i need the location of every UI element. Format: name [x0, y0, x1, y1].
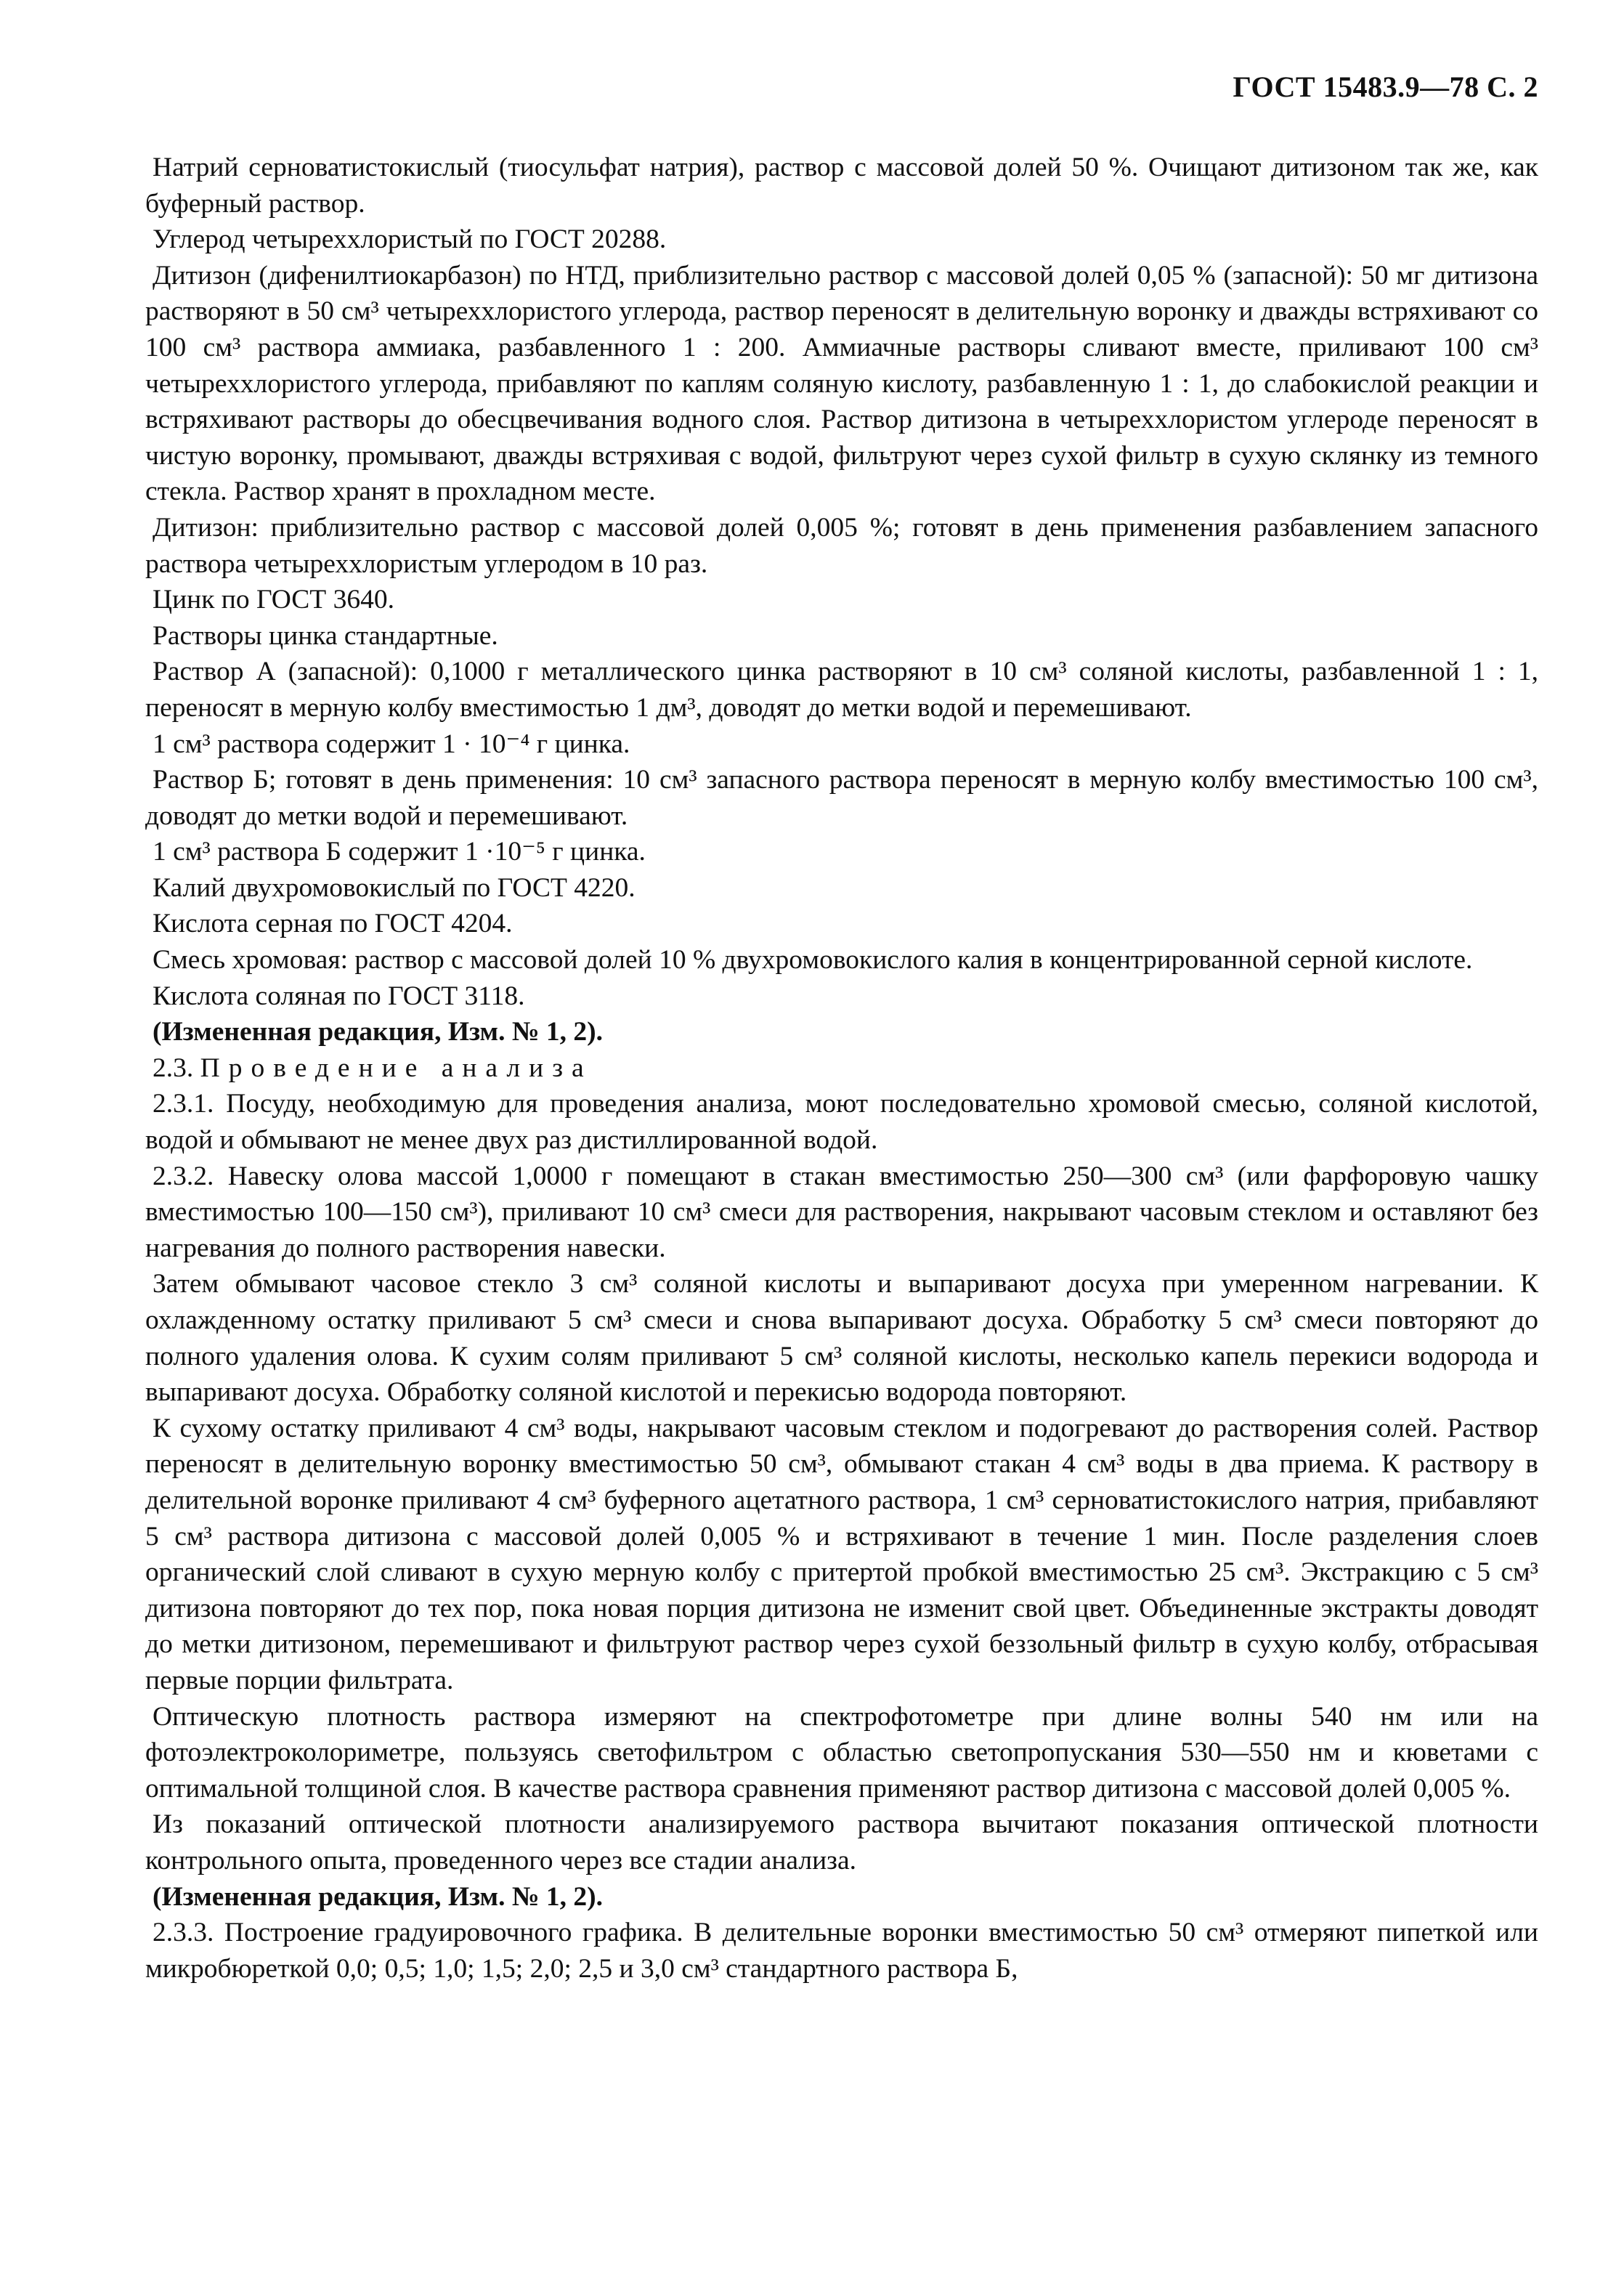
paragraph: Смесь хромовая: раствор с массовой долей 10 % двухромовокислого калия в концентрированной серной кислоте.: [153, 945, 1473, 976]
paragraph: Дитизон (дифенилтиокарбазон) по НТД, приблизительно раствор с массовой долей 0,05 % (запасной): 50 мг дитизона растворяют в 50 см³ четыреххлористого углерода, раствор переносят в делительную воронку и дважды встряхивают со 100 см³ раствора аммиака, разбавленного 1 : 200. Аммиачные растворы сливают вместе, приливают 100 см³ четыреххлористого углерода, прибавляют по каплям соляную кислоту, разбавленную 1 : 1, до слабокислой реакции и встряхивают растворы до обесцвечивания водного слоя. Раствор дитизона в четыреххлористом углероде переносят в чистую воронку, промывают, дважды встряхивая с водой, фильтруют через сухой фильтр в сухую склянку из темного стекла. Раствор хранят в прохладном месте.: [145, 260, 1538, 507]
document-body: [145, 150, 1538, 1987]
paragraph: 2.3.1. Посуду, необходимую для проведения анализа, моют последовательно хромовой смесью, соляной кислотой, водой и обмывают не менее двух раз дистиллированной водой.: [145, 1089, 1538, 1156]
section-title: Проведение анализа: [200, 1053, 593, 1083]
paragraph: К сухому остатку приливают 4 см³ воды, накрывают часовым стеклом и подогревают до растворения солей. Раствор переносят в делительную воронку вместимостью 50 см³, обмывают стакан 4 см³ воды в два приема. К раствору в делительной воронке приливают 4 см³ буферного ацетатного раствора, 1 см³ серноватистокислого натрия, прибавляют 5 см³ раствора дитизона с массовой долей 0,005 % и встряхивают в течение 1 мин. После разделения слоев органический слой сливают в сухую мерную колбу с притертой пробкой вместимостью 25 см³. Экстракцию с 5 см³ дитизона повторяют до тех пор, пока новая порция дитизона не изменит свой цвет. Объединенные экстракты доводят до метки дитизоном, перемешивают и фильтруют раствор через сухой беззольный фильтр в сухую колбу, отбрасывая первые порции фильтрата.: [145, 1413, 1538, 1695]
section-heading: [145, 1050, 1538, 1087]
paragraph: 2.3.2. Навеску олова массой 1,0000 г помещают в стакан вместимостью 250—300 см³ (или фарфоровую чашку вместимостью 100—150 см³), приливают 10 см³ смеси для растворения, накрывают часовым стеклом и оставляют без нагревания до полного растворения навески.: [145, 1161, 1538, 1263]
paragraph: Кислота соляная по ГОСТ 3118.: [153, 981, 525, 1011]
paragraph: 1 см³ раствора содержит 1 · 10⁻⁴ г цинка.: [153, 729, 630, 759]
paragraph: Углерод четыреххлористый по ГОСТ 20288.: [153, 224, 667, 255]
paragraph: Оптическую плотность раствора измеряют на спектрофотометре при длине волны 540 нм или на фотоэлектроколориметре, пользуясь светофильтром с областью светопропускания 530—550 нм и кюветами с оптимальной толщиной слоя. В качестве раствора сравнения применяют раствор дитизона с массовой долей 0,005 %.: [145, 1701, 1538, 1804]
paragraph: 2.3.3. Построение градуировочного графика. В делительные воронки вместимостью 50 см³ отмеряют пипеткой или микробюреткой 0,0; 0,5; 1,0; 1,5; 2,0; 2,5 и 3,0 см³ стандартного раствора Б,: [145, 1918, 1538, 1984]
paragraph: 1 см³ раствора Б содержит 1 ·10⁻⁵ г цинка.: [153, 837, 646, 867]
paragraph: Из показаний оптической плотности анализируемого раствора вычитают показания оптической плотности контрольного опыта, проведенного через все стадии анализа.: [145, 1809, 1538, 1875]
section-number: 2.3.: [153, 1053, 194, 1083]
paragraph: Кислота серная по ГОСТ 4204.: [153, 909, 513, 939]
page-header: ГОСТ 15483.9—78 С. 2: [1233, 70, 1538, 103]
paragraph: Натрий серноватистокислый (тиосульфат натрия), раствор с массовой долей 50 %. Очищают дитизоном так же, как буферный раствор.: [145, 153, 1538, 219]
paragraph: Растворы цинка стандартные.: [153, 620, 498, 651]
paragraph: Раствор Б; готовят в день применения: 10 см³ запасного раствора переносят в мерную колбу вместимостью 100 см³, доводят до метки водой и перемешивают.: [145, 765, 1538, 831]
amendment-note: (Измененная редакция, Изм. № 1, 2).: [153, 1017, 604, 1047]
paragraph: Калий двухромовокислый по ГОСТ 4220.: [153, 872, 636, 903]
amendment-note: (Измененная редакция, Изм. № 1, 2).: [153, 1881, 604, 1912]
paragraph: Затем обмывают часовое стекло 3 см³ соляной кислоты и выпаривают досуха при умеренном нагревании. К охлажденному остатку приливают 5 см³ смеси и снова выпаривают досуха. Обработку 5 см³ смеси повторяют до полного удаления олова. К сухим солям приливают 5 см³ соляной кислоты, несколько капель перекиси водорода и выпаривают досуха. Обработку соляной кислотой и перекисью водорода повторяют.: [145, 1269, 1538, 1408]
paragraph: Раствор А (запасной): 0,1000 г металлического цинка растворяют в 10 см³ соляной кислоты, разбавленной 1 : 1, переносят в мерную колбу вместимостью 1 дм³, доводят до метки водой и перемешивают.: [145, 657, 1538, 723]
paragraph: Цинк по ГОСТ 3640.: [153, 585, 394, 615]
paragraph: Дитизон: приблизительно раствор с массовой долей 0,005 %; готовят в день применения разбавлением запасного раствора четыреххлористым углеродом в 10 раз.: [145, 512, 1538, 579]
